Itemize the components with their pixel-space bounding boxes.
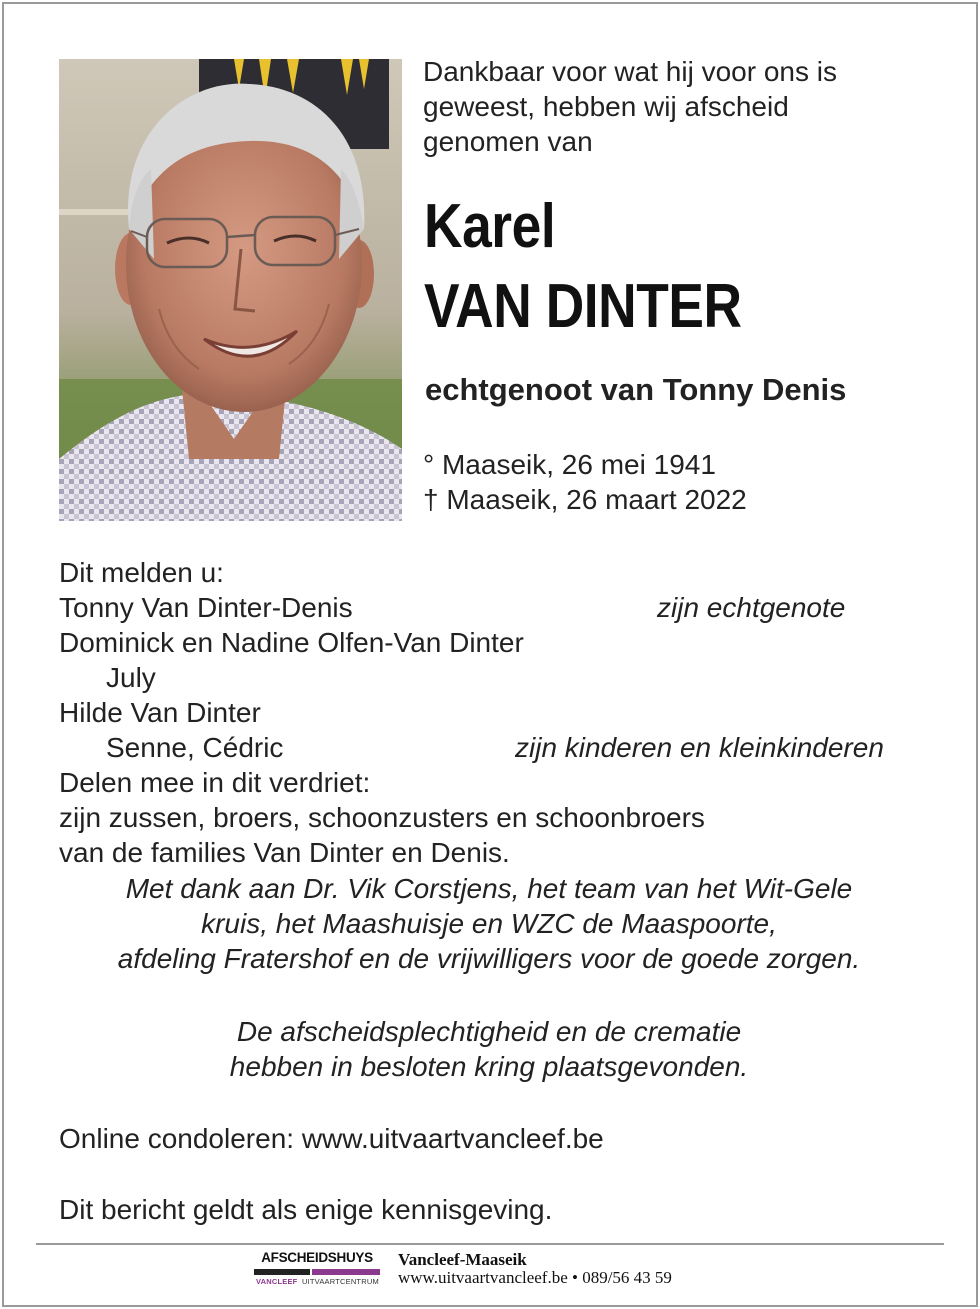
logo-bar-accent <box>312 1269 380 1275</box>
logo-title: AFSCHEIDSHUYS <box>261 1250 373 1265</box>
thanks-line: Met dank aan Dr. Vik Corstjens, het team van het Wit-Gele <box>125 873 853 904</box>
footer-contact: www.uitvaartvancleef.be • 089/56 43 59 <box>398 1268 672 1287</box>
family-member-role: zijn kinderen en kleinkinderen <box>515 732 884 763</box>
intro-line-3: genomen van <box>423 126 593 157</box>
family-member-role: zijn echtgenote <box>657 592 846 623</box>
family-member-name: Tonny Van Dinter-Denis <box>59 592 353 623</box>
deceased-first-name: Karel <box>424 192 556 261</box>
intro-line-2: geweest, hebben wij afscheid <box>423 91 789 122</box>
share-heading: Delen mee in dit verdriet: <box>59 767 371 798</box>
thanks-line: kruis, het Maashuisje en WZC de Maaspoorte, <box>201 908 777 939</box>
portrait-photo <box>59 59 402 521</box>
family-member-name: Hilde Van Dinter <box>59 697 261 728</box>
footer-company: Vancleef-Maaseik <box>398 1250 527 1269</box>
family-member-name: Senne, Cédric <box>106 732 284 763</box>
logo-bar-dark <box>254 1269 310 1275</box>
family-heading: Dit melden u: <box>59 557 224 588</box>
intro-line-1: Dankbaar voor wat hij voor ons is <box>423 56 837 87</box>
logo-sub-right: UITVAARTCENTRUM <box>302 1277 379 1286</box>
death-line: † Maaseik, 26 maart 2022 <box>423 484 747 515</box>
logo-sub-left: VANCLEEF <box>256 1277 298 1286</box>
family-member-name: July <box>106 662 156 693</box>
share-line: zijn zussen, broers, schoonzusters en schoonbroers <box>59 802 705 833</box>
notice-line: Dit bericht geldt als enige kennisgeving. <box>59 1194 553 1225</box>
funeral-home-logo <box>254 1250 380 1290</box>
condolences-line: Online condoleren: www.uitvaartvancleef.be <box>59 1123 604 1154</box>
thanks-line: afdeling Fratershof en de vrijwilligers voor de goede zorgen. <box>117 943 861 974</box>
family-member-name: Dominick en Nadine Olfen-Van Dinter <box>59 627 524 658</box>
ceremony-line: De afscheidsplechtigheid en de crematie <box>236 1016 742 1047</box>
birth-line: ° Maaseik, 26 mei 1941 <box>423 449 716 480</box>
footer-divider <box>36 1243 944 1245</box>
spouse-line: echtgenoot van Tonny Denis <box>425 372 847 407</box>
share-line: van de families Van Dinter en Denis. <box>59 837 510 868</box>
ceremony-line: hebben in besloten kring plaatsgevonden. <box>229 1051 749 1082</box>
deceased-last-name: VAN DINTER <box>424 272 742 341</box>
